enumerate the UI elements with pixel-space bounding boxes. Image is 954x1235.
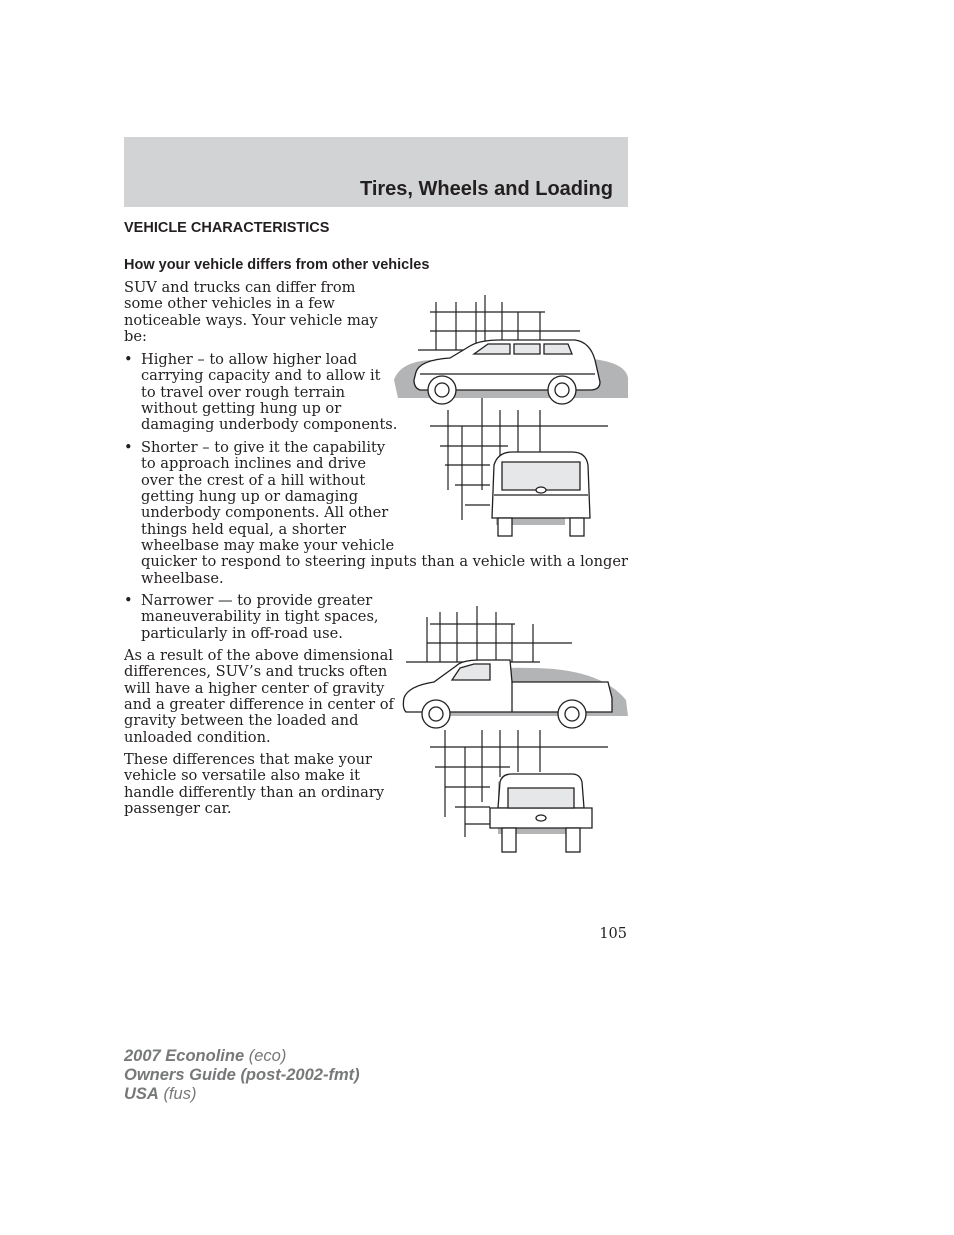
- text-line: gravity between the loaded and: [124, 712, 359, 730]
- text-line: unloaded condition.: [124, 728, 271, 746]
- text-line: underbody components. All other: [141, 504, 389, 522]
- sub-heading: How your vehicle differs from other vehicles: [124, 257, 430, 273]
- footer-market: USA: [124, 1085, 159, 1103]
- text-line: some other vehicles in a few: [124, 295, 335, 313]
- text-line: maneuverability in tight spaces,: [141, 608, 379, 626]
- text-line: be:: [124, 328, 147, 346]
- text-line: wheelbase.: [141, 569, 224, 587]
- bullet-dot: •: [124, 592, 133, 609]
- suv-side-and-rear-illustration-icon: [390, 290, 630, 550]
- text-line: Higher – to allow higher load: [141, 351, 358, 368]
- text-line: wheelbase may make your vehicle: [141, 537, 395, 555]
- footer-model-code: (eco): [248, 1047, 287, 1065]
- footer-line-3: [124, 1085, 360, 1104]
- text-line: over the crest of a hill without: [141, 471, 366, 489]
- text-line: As a result of the above dimensional: [124, 647, 393, 664]
- text-line: carrying capacity and to allow it: [141, 367, 381, 385]
- text-line: SUV and trucks can differ from: [124, 279, 356, 296]
- text-line: to travel over rough terrain: [141, 383, 346, 401]
- footer-model: 2007 Econoline: [124, 1047, 245, 1065]
- intro-paragraph: [124, 280, 378, 345]
- bullet-dot: •: [124, 351, 133, 368]
- footer-line-1: [124, 1047, 360, 1066]
- section-heading: VEHICLE CHARACTERISTICS: [124, 220, 330, 236]
- text-line: vehicle so versatile also make it: [124, 767, 360, 785]
- document-footer: [124, 1047, 360, 1104]
- text-line: things held equal, a shorter: [141, 520, 346, 538]
- handling-paragraph: [124, 752, 384, 817]
- text-line: differences, SUV’s and trucks often: [124, 663, 388, 681]
- text-line: particularly in off-road use.: [141, 624, 343, 642]
- text-line: getting hung up or damaging: [141, 488, 359, 506]
- text-line: Narrower — to provide greater: [141, 592, 373, 609]
- chapter-title: Tires, Wheels and Loading: [359, 178, 613, 200]
- text-line: passenger car.: [124, 800, 232, 818]
- footer-line-2: [124, 1066, 360, 1085]
- text-line: will have a higher center of gravity: [124, 679, 385, 697]
- footer-market-code: (fus): [163, 1085, 197, 1103]
- text-line: Shorter – to give it the capability: [141, 439, 386, 456]
- page-number: 105: [599, 926, 627, 942]
- text-line: quicker to respond to steering inputs than a vehicle with a longer: [141, 553, 628, 571]
- text-line: and a greater difference in center of: [124, 696, 394, 714]
- center-of-gravity-paragraph: [124, 648, 394, 746]
- pickup-side-and-rear-illustration-icon: [390, 602, 630, 862]
- text-line: handle differently than an ordinary: [124, 783, 385, 801]
- footer-guide-format: Owners Guide (post-2002-fmt): [124, 1066, 360, 1084]
- text-line: noticeable ways. Your vehicle may: [124, 311, 378, 329]
- text-line: These differences that make your: [124, 751, 373, 768]
- header-band: [124, 137, 628, 207]
- text-line: damaging underbody components.: [141, 416, 398, 434]
- bullet-dot: •: [124, 439, 133, 456]
- text-line: to approach inclines and drive: [141, 455, 367, 473]
- text-line: without getting hung up or: [141, 400, 342, 418]
